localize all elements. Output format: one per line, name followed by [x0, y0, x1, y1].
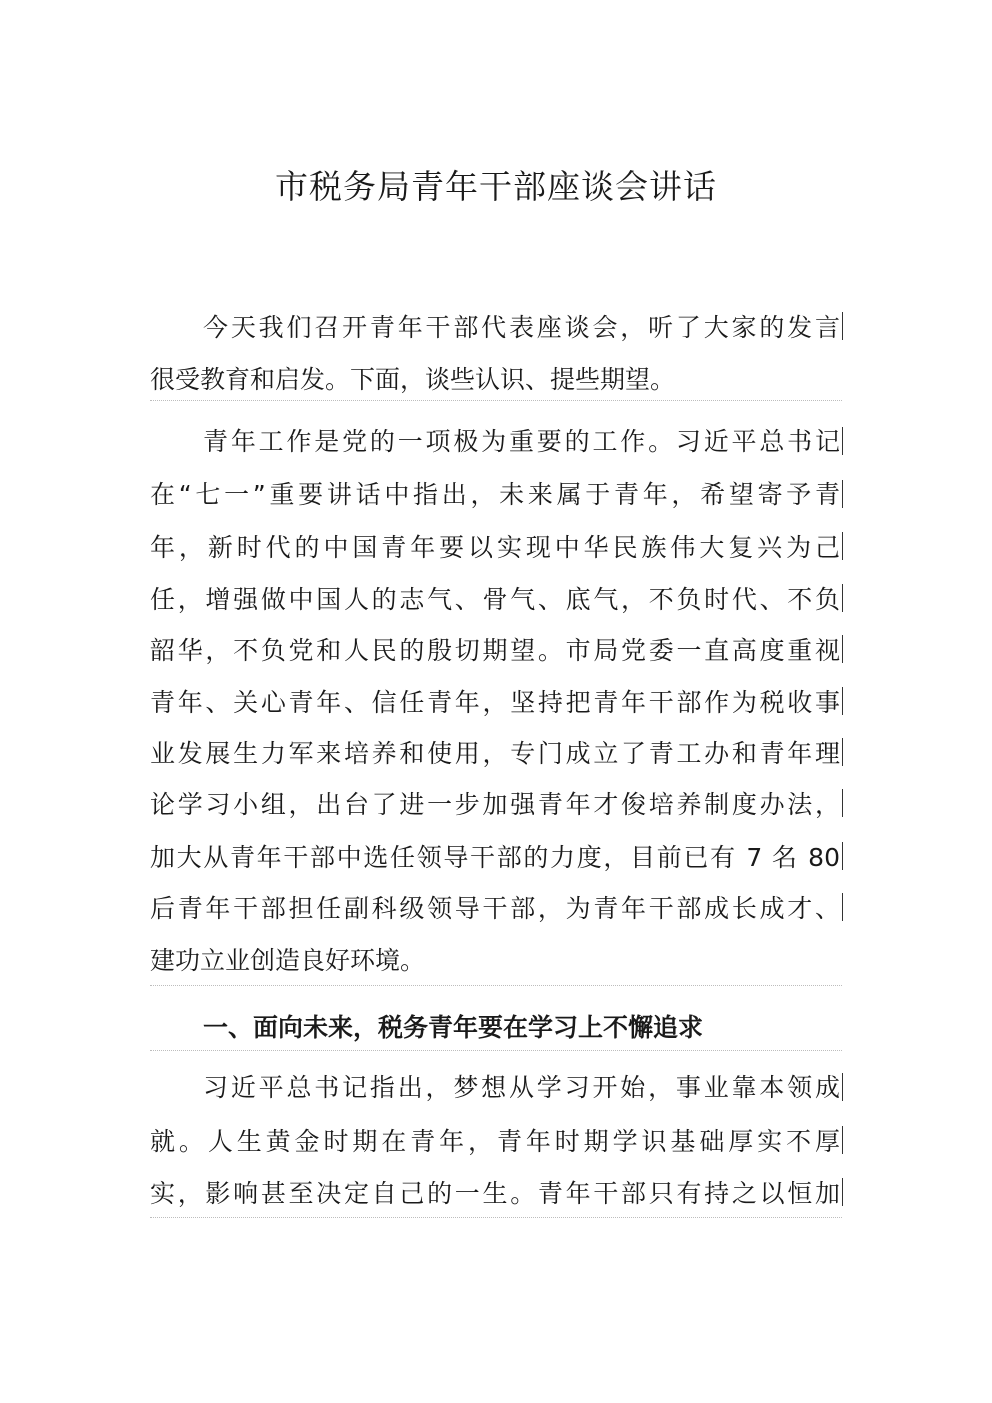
paragraph-divider	[150, 1217, 842, 1218]
margin-marker	[842, 893, 843, 921]
margin-marker	[842, 687, 843, 715]
margin-marker	[842, 789, 843, 817]
paragraph-line: 后青年干部担任副科级领导干部，为青年干部成长成才、	[150, 894, 840, 923]
margin-marker	[842, 1073, 843, 1101]
paragraph-divider	[150, 985, 842, 986]
margin-marker	[842, 1178, 843, 1206]
paragraph-line: 任，增强做中国人的志气、骨气、底气，不负时代、不负	[150, 585, 840, 614]
paragraph-line: 论学习小组，出台了进一步加强青年才俊培养制度办法，	[150, 790, 840, 819]
paragraph-line: 建功立业创造良好环境。	[150, 946, 426, 975]
paragraph-line: 实，影响甚至决定自己的一生。青年干部只有持之以恒加	[150, 1179, 840, 1208]
margin-marker	[842, 532, 843, 560]
margin-marker	[842, 312, 843, 340]
margin-marker	[842, 1126, 843, 1154]
margin-marker	[842, 842, 843, 870]
paragraph-line: 加大从青年干部中选任领导干部的力度，目前已有 7 名 80	[150, 843, 840, 872]
paragraph-line: 年，新时代的中国青年要以实现中华民族伟大复兴为己	[150, 533, 840, 562]
paragraph-divider	[150, 1050, 842, 1051]
margin-marker	[842, 584, 843, 612]
paragraph-line: 很受教育和启发。下面，谈些认识、提些期望。	[150, 365, 676, 394]
margin-marker	[842, 480, 843, 508]
margin-marker	[842, 635, 843, 663]
section-heading: 一、面向未来，税务青年要在学习上不懈追求	[203, 1013, 704, 1042]
paragraph-line: 业发展生力军来培养和使用，专门成立了青工办和青年理	[150, 739, 840, 768]
paragraph-line: 青年工作是党的一项极为重要的工作。习近平总书记	[203, 427, 840, 456]
paragraph-line: 习近平总书记指出，梦想从学习开始，事业靠本领成	[203, 1073, 840, 1102]
paragraph-line: 今天我们召开青年干部代表座谈会，听了大家的发言	[203, 313, 840, 342]
margin-marker	[842, 738, 843, 766]
paragraph-line: 韶华，不负党和人民的殷切期望。市局党委一直高度重视	[150, 636, 840, 665]
paragraph-line: 就。人生黄金时期在青年，青年时期学识基础厚实不厚	[150, 1127, 840, 1156]
document-title: 市税务局青年干部座谈会讲话	[275, 167, 717, 206]
paragraph-divider	[150, 400, 842, 401]
paragraph-line: 青年、关心青年、信任青年，坚持把青年干部作为税收事	[150, 688, 840, 717]
paragraph-line: 在“七一”重要讲话中指出，未来属于青年，希望寄予青	[150, 480, 840, 509]
margin-marker	[842, 427, 843, 455]
